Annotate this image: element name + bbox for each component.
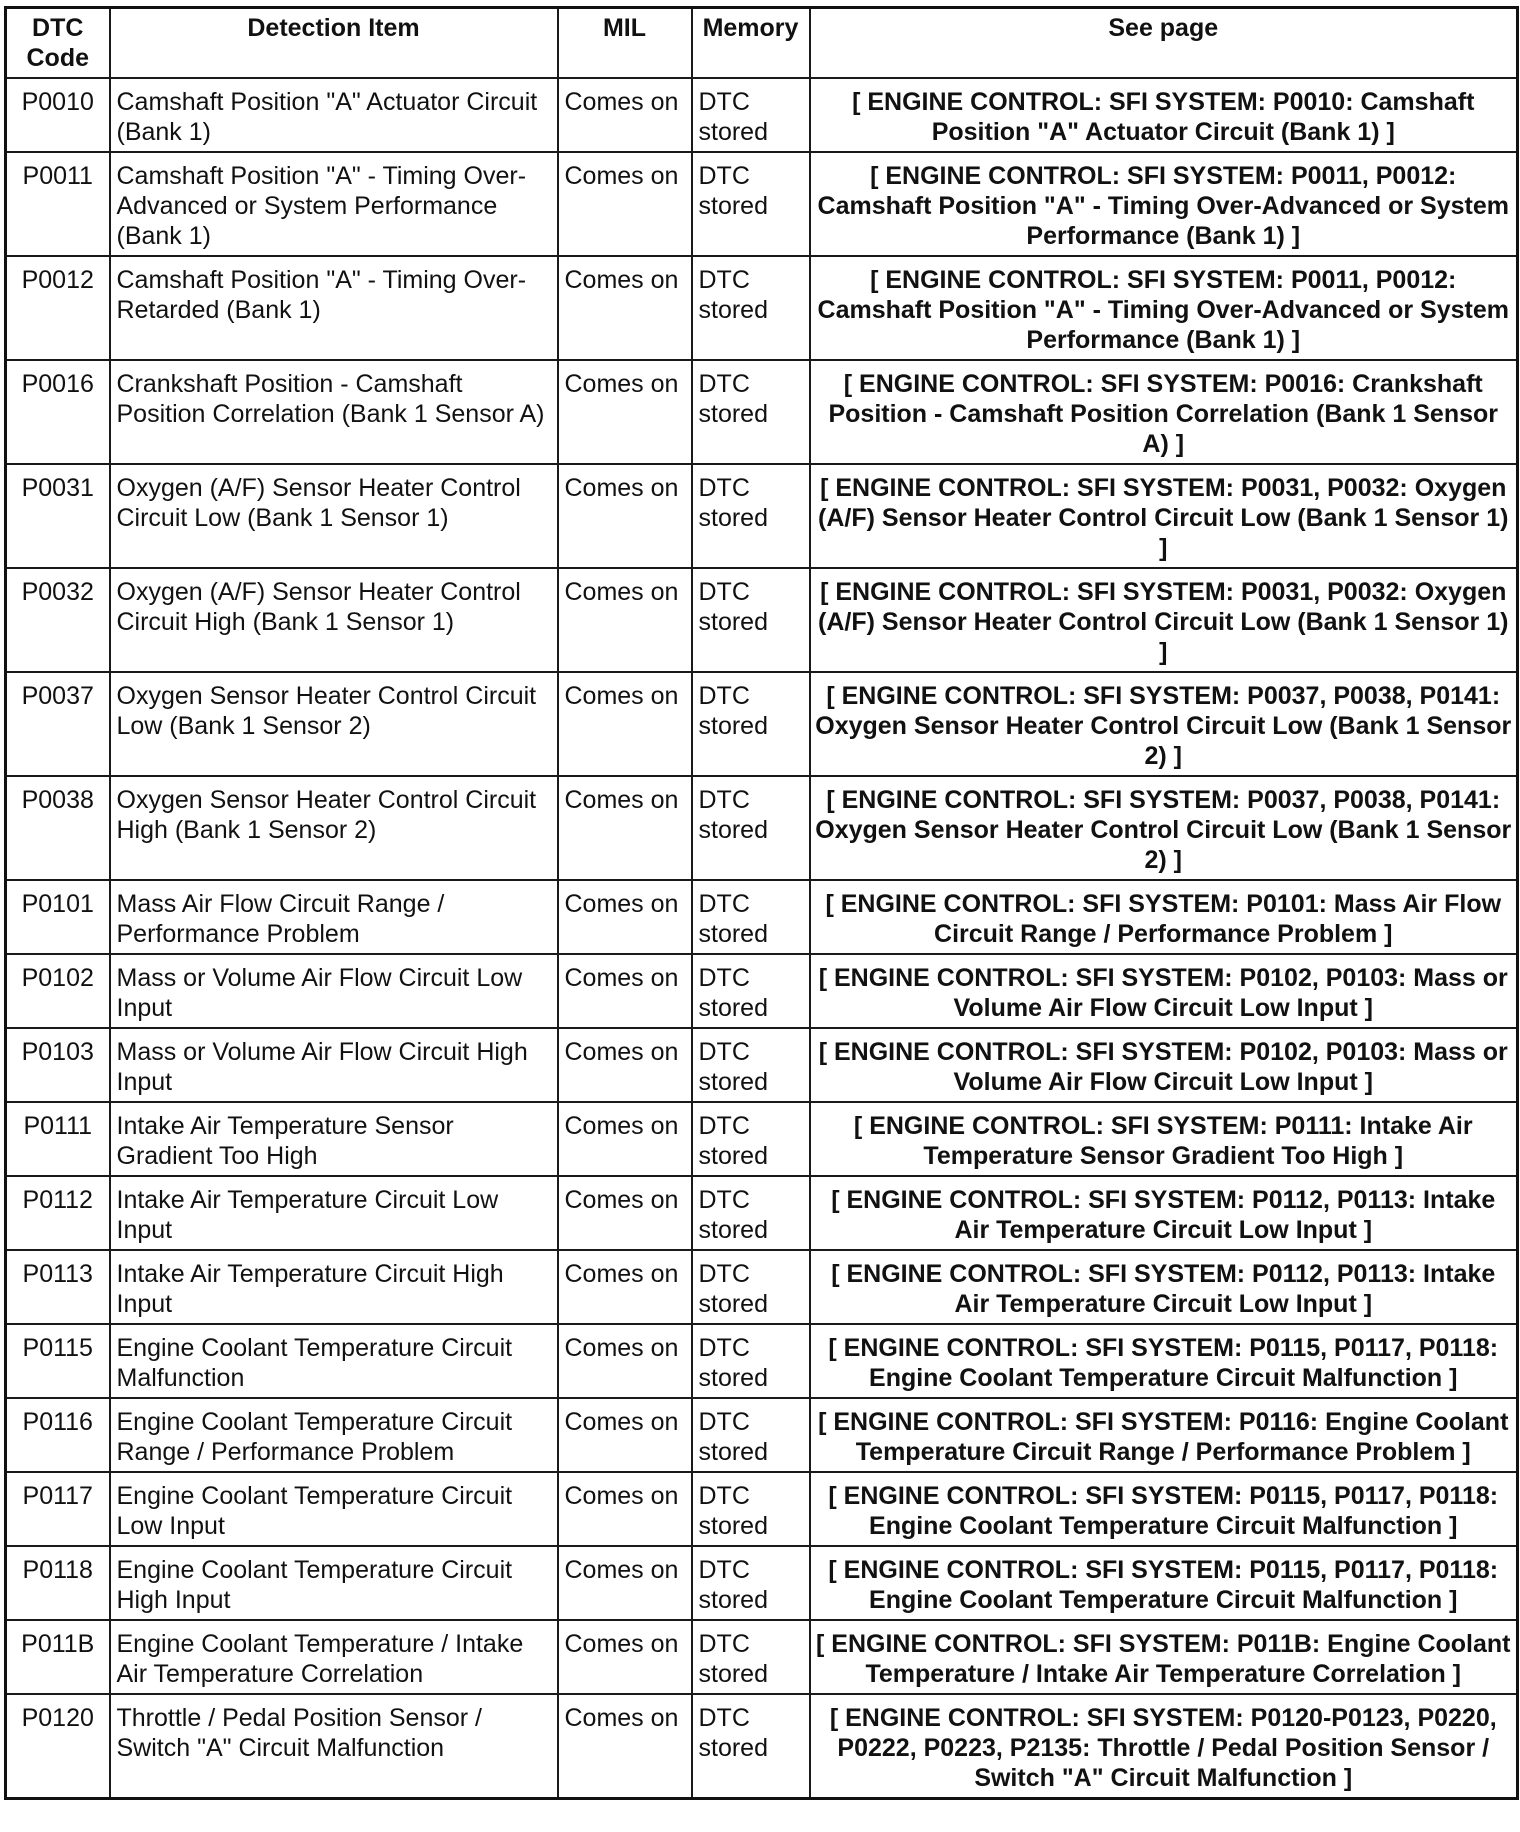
detection-item-cell: Throttle / Pedal Position Sensor / Switch "A" Circuit Malfunction — [110, 1694, 558, 1799]
table-row — [6, 256, 1518, 360]
see-page-link[interactable]: [ ENGINE CONTROL: SFI SYSTEM: P011B: Engine Coolant Temperature / Intake Air Temperature Correlation ] — [810, 1620, 1518, 1694]
mil-cell: Comes on — [558, 1028, 692, 1102]
table-row — [6, 880, 1518, 954]
dtc-code-cell: P0038 — [6, 776, 110, 880]
dtc-code-cell: P0011 — [6, 152, 110, 256]
memory-cell: DTC stored — [692, 464, 810, 568]
detection-item-cell: Intake Air Temperature Circuit Low Input — [110, 1176, 558, 1250]
detection-item-cell: Oxygen Sensor Heater Control Circuit Low (Bank 1 Sensor 2) — [110, 672, 558, 776]
mil-cell: Comes on — [558, 1472, 692, 1546]
dtc-table — [4, 6, 1519, 1800]
table-row — [6, 1102, 1518, 1176]
memory-cell: DTC stored — [692, 1324, 810, 1398]
memory-cell: DTC stored — [692, 1398, 810, 1472]
see-page-link[interactable]: [ ENGINE CONTROL: SFI SYSTEM: P0031, P0032: Oxygen (A/F) Sensor Heater Control Circuit Low (Bank 1 Sensor 1) ] — [810, 464, 1518, 568]
table-row — [6, 954, 1518, 1028]
header-dtc-code: DTC Code — [6, 8, 110, 79]
detection-item-cell: Intake Air Temperature Sensor Gradient Too High — [110, 1102, 558, 1176]
detection-item-cell: Oxygen (A/F) Sensor Heater Control Circuit High (Bank 1 Sensor 1) — [110, 568, 558, 672]
memory-cell: DTC stored — [692, 568, 810, 672]
memory-cell: DTC stored — [692, 776, 810, 880]
detection-item-cell: Engine Coolant Temperature Circuit Malfunction — [110, 1324, 558, 1398]
memory-cell: DTC stored — [692, 152, 810, 256]
mil-cell: Comes on — [558, 1324, 692, 1398]
detection-item-cell: Engine Coolant Temperature / Intake Air Temperature Correlation — [110, 1620, 558, 1694]
table-row — [6, 672, 1518, 776]
memory-cell: DTC stored — [692, 78, 810, 152]
dtc-code-cell: P0037 — [6, 672, 110, 776]
memory-cell: DTC stored — [692, 880, 810, 954]
header-detection-item: Detection Item — [110, 8, 558, 79]
see-page-link[interactable]: [ ENGINE CONTROL: SFI SYSTEM: P0112, P0113: Intake Air Temperature Circuit Low Input ] — [810, 1250, 1518, 1324]
see-page-link[interactable]: [ ENGINE CONTROL: SFI SYSTEM: P0115, P0117, P0118: Engine Coolant Temperature Circuit Malfunction ] — [810, 1546, 1518, 1620]
dtc-code-cell: P0113 — [6, 1250, 110, 1324]
mil-cell: Comes on — [558, 672, 692, 776]
detection-item-cell: Engine Coolant Temperature Circuit High Input — [110, 1546, 558, 1620]
see-page-link[interactable]: [ ENGINE CONTROL: SFI SYSTEM: P0112, P0113: Intake Air Temperature Circuit Low Input ] — [810, 1176, 1518, 1250]
mil-cell: Comes on — [558, 1694, 692, 1799]
dtc-code-cell: P0010 — [6, 78, 110, 152]
memory-cell: DTC stored — [692, 1176, 810, 1250]
see-page-link[interactable]: [ ENGINE CONTROL: SFI SYSTEM: P0102, P0103: Mass or Volume Air Flow Circuit Low Input ] — [810, 1028, 1518, 1102]
dtc-document — [4, 6, 1516, 1800]
mil-cell: Comes on — [558, 1546, 692, 1620]
see-page-link[interactable]: [ ENGINE CONTROL: SFI SYSTEM: P0010: Camshaft Position "A" Actuator Circuit (Bank 1) ] — [810, 78, 1518, 152]
mil-cell: Comes on — [558, 78, 692, 152]
memory-cell: DTC stored — [692, 360, 810, 464]
table-row — [6, 1472, 1518, 1546]
memory-cell: DTC stored — [692, 1472, 810, 1546]
memory-cell: DTC stored — [692, 1620, 810, 1694]
detection-item-cell: Camshaft Position "A" - Timing Over-Advanced or System Performance (Bank 1) — [110, 152, 558, 256]
header-memory: Memory — [692, 8, 810, 79]
see-page-link[interactable]: [ ENGINE CONTROL: SFI SYSTEM: P0101: Mass Air Flow Circuit Range / Performance Problem ] — [810, 880, 1518, 954]
dtc-code-cell: P0118 — [6, 1546, 110, 1620]
mil-cell: Comes on — [558, 1250, 692, 1324]
dtc-code-cell: P0102 — [6, 954, 110, 1028]
see-page-link[interactable]: [ ENGINE CONTROL: SFI SYSTEM: P0120-P0123, P0220, P0222, P0223, P2135: Throttle / Pedal Position Sensor / Switch "A" Circuit Malfunction ] — [810, 1694, 1518, 1799]
memory-cell: DTC stored — [692, 1102, 810, 1176]
table-row — [6, 1324, 1518, 1398]
see-page-link[interactable]: [ ENGINE CONTROL: SFI SYSTEM: P0115, P0117, P0118: Engine Coolant Temperature Circuit Malfunction ] — [810, 1472, 1518, 1546]
dtc-code-cell: P0120 — [6, 1694, 110, 1799]
table-row — [6, 360, 1518, 464]
dtc-code-cell: P0016 — [6, 360, 110, 464]
mil-cell: Comes on — [558, 776, 692, 880]
mil-cell: Comes on — [558, 152, 692, 256]
table-row — [6, 568, 1518, 672]
header-see-page: See page — [810, 8, 1518, 79]
detection-item-cell: Mass or Volume Air Flow Circuit High Input — [110, 1028, 558, 1102]
memory-cell: DTC stored — [692, 954, 810, 1028]
table-row — [6, 1694, 1518, 1799]
dtc-code-cell: P0112 — [6, 1176, 110, 1250]
detection-item-cell: Mass or Volume Air Flow Circuit Low Input — [110, 954, 558, 1028]
dtc-code-cell: P0111 — [6, 1102, 110, 1176]
memory-cell: DTC stored — [692, 672, 810, 776]
mil-cell: Comes on — [558, 360, 692, 464]
table-row — [6, 78, 1518, 152]
mil-cell: Comes on — [558, 568, 692, 672]
dtc-code-cell: P0103 — [6, 1028, 110, 1102]
see-page-link[interactable]: [ ENGINE CONTROL: SFI SYSTEM: P0037, P0038, P0141: Oxygen Sensor Heater Control Circuit Low (Bank 1 Sensor 2) ] — [810, 776, 1518, 880]
header-row — [6, 8, 1518, 79]
dtc-code-cell: P0116 — [6, 1398, 110, 1472]
mil-cell: Comes on — [558, 464, 692, 568]
mil-cell: Comes on — [558, 256, 692, 360]
mil-cell: Comes on — [558, 880, 692, 954]
table-row — [6, 1250, 1518, 1324]
table-row — [6, 1028, 1518, 1102]
detection-item-cell: Oxygen (A/F) Sensor Heater Control Circuit Low (Bank 1 Sensor 1) — [110, 464, 558, 568]
detection-item-cell: Camshaft Position "A" - Timing Over-Retarded (Bank 1) — [110, 256, 558, 360]
dtc-code-cell: P0031 — [6, 464, 110, 568]
mil-cell: Comes on — [558, 954, 692, 1028]
table-row — [6, 776, 1518, 880]
memory-cell: DTC stored — [692, 1546, 810, 1620]
dtc-code-cell: P0012 — [6, 256, 110, 360]
dtc-code-cell: P0032 — [6, 568, 110, 672]
table-row — [6, 464, 1518, 568]
see-page-link[interactable]: [ ENGINE CONTROL: SFI SYSTEM: P0037, P0038, P0141: Oxygen Sensor Heater Control Circuit Low (Bank 1 Sensor 2) ] — [810, 672, 1518, 776]
mil-cell: Comes on — [558, 1398, 692, 1472]
table-row — [6, 152, 1518, 256]
mil-cell: Comes on — [558, 1176, 692, 1250]
detection-item-cell: Oxygen Sensor Heater Control Circuit High (Bank 1 Sensor 2) — [110, 776, 558, 880]
see-page-link[interactable]: [ ENGINE CONTROL: SFI SYSTEM: P0031, P0032: Oxygen (A/F) Sensor Heater Control Circuit Low (Bank 1 Sensor 1) ] — [810, 568, 1518, 672]
memory-cell: DTC stored — [692, 256, 810, 360]
see-page-link[interactable]: [ ENGINE CONTROL: SFI SYSTEM: P0111: Intake Air Temperature Sensor Gradient Too High ] — [810, 1102, 1518, 1176]
detection-item-cell: Camshaft Position "A" Actuator Circuit (Bank 1) — [110, 78, 558, 152]
table-row — [6, 1176, 1518, 1250]
see-page-link[interactable]: [ ENGINE CONTROL: SFI SYSTEM: P0011, P0012: Camshaft Position "A" - Timing Over-Advanced or System Performance (Bank 1) ] — [810, 256, 1518, 360]
detection-item-cell: Mass Air Flow Circuit Range / Performance Problem — [110, 880, 558, 954]
see-page-link[interactable]: [ ENGINE CONTROL: SFI SYSTEM: P0115, P0117, P0118: Engine Coolant Temperature Circuit Malfunction ] — [810, 1324, 1518, 1398]
dtc-code-cell: P0115 — [6, 1324, 110, 1398]
table-row — [6, 1546, 1518, 1620]
detection-item-cell: Engine Coolant Temperature Circuit Range / Performance Problem — [110, 1398, 558, 1472]
detection-item-cell: Crankshaft Position - Camshaft Position Correlation (Bank 1 Sensor A) — [110, 360, 558, 464]
dtc-code-cell: P011B — [6, 1620, 110, 1694]
dtc-code-cell: P0117 — [6, 1472, 110, 1546]
dtc-code-cell: P0101 — [6, 880, 110, 954]
mil-cell: Comes on — [558, 1102, 692, 1176]
memory-cell: DTC stored — [692, 1694, 810, 1799]
table-row — [6, 1620, 1518, 1694]
see-page-link[interactable]: [ ENGINE CONTROL: SFI SYSTEM: P0102, P0103: Mass or Volume Air Flow Circuit Low Input ] — [810, 954, 1518, 1028]
see-page-link[interactable]: [ ENGINE CONTROL: SFI SYSTEM: P0116: Engine Coolant Temperature Circuit Range / Performance Problem ] — [810, 1398, 1518, 1472]
header-mil: MIL — [558, 8, 692, 79]
see-page-link[interactable]: [ ENGINE CONTROL: SFI SYSTEM: P0011, P0012: Camshaft Position "A" - Timing Over-Advanced or System Performance (Bank 1) ] — [810, 152, 1518, 256]
mil-cell: Comes on — [558, 1620, 692, 1694]
detection-item-cell: Engine Coolant Temperature Circuit Low Input — [110, 1472, 558, 1546]
see-page-link[interactable]: [ ENGINE CONTROL: SFI SYSTEM: P0016: Crankshaft Position - Camshaft Position Correlation (Bank 1 Sensor A) ] — [810, 360, 1518, 464]
detection-item-cell: Intake Air Temperature Circuit High Input — [110, 1250, 558, 1324]
memory-cell: DTC stored — [692, 1250, 810, 1324]
table-row — [6, 1398, 1518, 1472]
memory-cell: DTC stored — [692, 1028, 810, 1102]
